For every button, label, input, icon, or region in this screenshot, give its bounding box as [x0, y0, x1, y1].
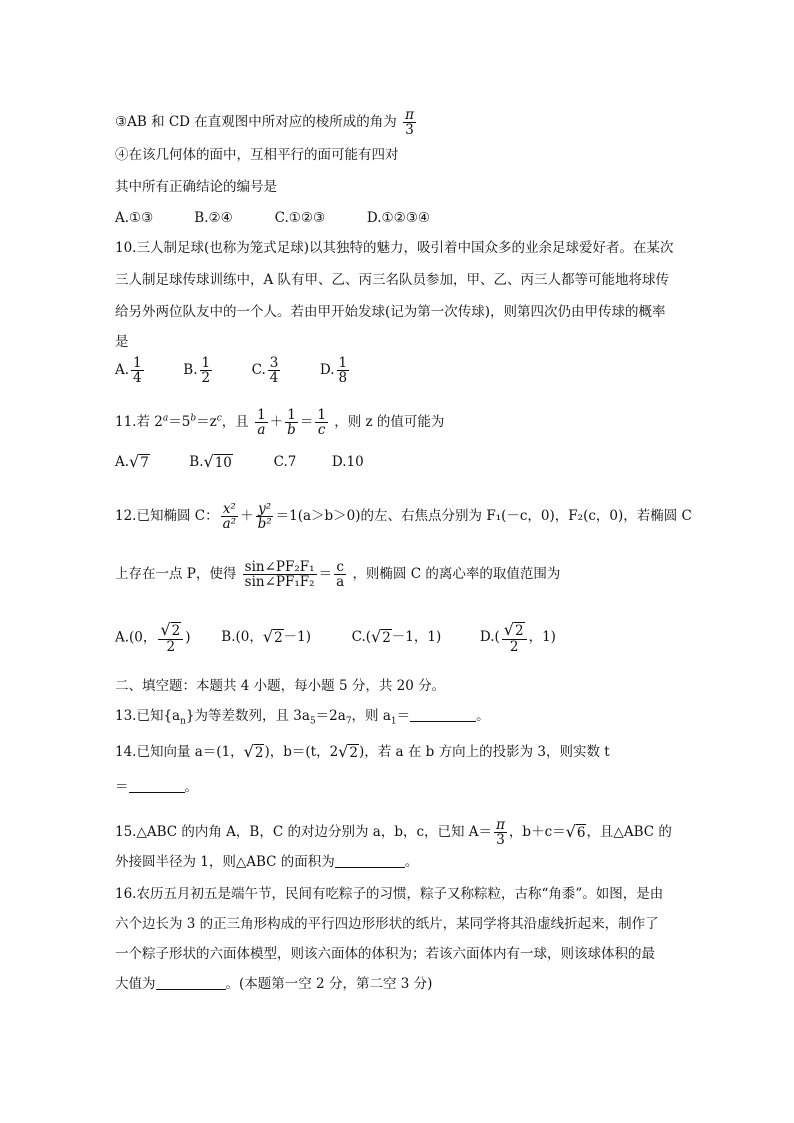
fraction-1-over-a [255, 408, 268, 437]
opt-text: －1) [283, 629, 312, 646]
frac-den: a² [222, 516, 237, 533]
q12-text: 上存在一点 P，使得 [115, 566, 237, 583]
answer-blank [335, 867, 405, 868]
q16-text: 大值为 [115, 976, 156, 992]
fraction-sqrt2-over-2 [158, 622, 183, 654]
frac-num: 1 [338, 355, 348, 371]
q16-line-4 [115, 974, 432, 994]
sqrt: √2 [503, 620, 524, 639]
opt-text: B.(0， [221, 629, 263, 646]
q16-line-2: 六个边长为 3 的正三角形构成的平行四边形形状的纸片，某同学将其沿虚线折起来，制作了 [115, 916, 659, 932]
q15-text: 外接圆半径为 1，则△ABC 的面积为 [115, 854, 335, 870]
q11-text: ，则 z 的值可能为 [334, 414, 445, 431]
opt-text: C.( [351, 629, 371, 646]
sqrt: √2 [338, 742, 358, 761]
frac-den: 3 [496, 832, 505, 849]
frac-num: 1 [317, 407, 326, 423]
q11-line: 11.若 $2^a=5^b=z^c$，且 $\frac{1}{a}$ ＋ $\frac{1}{b}$ ＝ $\frac{1}{c}$ ，则 z 的值可能为 [115, 407, 445, 439]
frac-num: 1 [287, 407, 296, 423]
frac-den: sin∠PF₁F₂ [244, 574, 315, 591]
q12-text: ，则椭圆 C 的离心率的取值范围为 [352, 566, 561, 583]
frac-den: a [336, 574, 345, 591]
opt-label: B. [183, 362, 198, 379]
frac-num [158, 622, 183, 640]
radicand: 2 [254, 745, 264, 761]
fraction-1-over-b [285, 408, 298, 437]
frac-den: 2 [509, 638, 519, 655]
frac-num: 3 [269, 355, 279, 371]
q10-option-c [252, 356, 316, 385]
radicand: 2 [515, 623, 524, 639]
radicand: 2 [274, 630, 283, 647]
radicand: 2 [349, 745, 358, 761]
frac-num: x² [222, 501, 236, 517]
q12-line-1: 12.已知椭圆 C： $\frac{\text{x²}}{\text{a²}}$ ＋ $\frac{\text{y²}}{\text{b²}}$ ＝1(a＞b＞0)的左、右焦点分别为 F₁(－c，0)，F₂(c，0)，若椭圆 C [115, 501, 692, 533]
frac-den: 2 [201, 370, 211, 387]
opt-label: A. [115, 362, 130, 379]
q10-line-4: 是 [115, 334, 129, 350]
frac-num [502, 622, 527, 640]
subscript: 5 [309, 716, 316, 727]
q10-line-3: 给另外两位队友中的一个人。若由甲开始发球(记为第一次传球)，则第四次仍由甲传球的概率 [115, 304, 666, 320]
radicand: 2 [171, 623, 181, 639]
q11-text: 11.若 2 [115, 414, 163, 431]
exp-a: a [162, 413, 169, 424]
q15-text: 15.△ABC 的内角 A，B，C 的对边分别为 a，b，c，已知 A＝ [115, 824, 493, 841]
q11-option-d: D.10 [331, 454, 364, 470]
sqrt: √2 [262, 627, 283, 647]
section-2-heading: 二、填空题：本题共 4 小题，每小题 5 分，共 20 分。 [115, 678, 446, 694]
q16-line-1: 16.农历五月初五是端午节，民间有吃粽子的习惯，粽子又称粽粒，古称“角黍”。如图，是由 [115, 886, 664, 902]
q10-option-a [115, 356, 179, 385]
q14-text: )，若 a 在 b 方向上的投影为 3，则实数 t [358, 744, 610, 760]
q11-text: ＝z [196, 414, 217, 431]
q13-text: 。 [476, 708, 490, 724]
q9-options [115, 208, 430, 228]
fraction-pi-over-3 [494, 818, 507, 847]
fraction-y2-b2 [256, 502, 274, 531]
frac-den: a [257, 422, 266, 439]
opt-text: D.( [479, 629, 500, 646]
fraction [337, 356, 350, 385]
opt-label: A. [115, 454, 130, 470]
frac-den: 2 [166, 638, 176, 655]
q11-text: ，且 [221, 414, 249, 431]
frac-num: 1 [133, 355, 142, 371]
exp-c: c [216, 413, 222, 424]
frac-num: 1 [201, 355, 211, 371]
fraction-sin-ratio [243, 560, 317, 589]
q10-line-1: 10.三人制足球(也称为笼式足球)以其独特的魅力，吸引着中国众多的业余足球爱好者。在某次 [115, 240, 674, 256]
q12-option-d [479, 620, 556, 655]
frac-den: 8 [338, 370, 348, 387]
opt-text: ) [185, 629, 191, 646]
q12-options [115, 622, 556, 654]
q13-text: }为等差数列，且 3a [185, 708, 310, 724]
q13-text: ＝ [396, 708, 411, 724]
q13-text: ，则 a [351, 708, 391, 724]
frac-den: 4 [133, 370, 142, 387]
q11-text: ＝5 [168, 414, 191, 431]
q9-prompt: 其中所有正确结论的编号是 [115, 179, 277, 195]
q15-text: ，且△ABC 的 [586, 824, 672, 841]
q15-text: 。 [404, 854, 419, 870]
radicand: 6 [576, 825, 586, 842]
q13-text: 13.已知{a [115, 708, 181, 724]
q12-line-2: 上存在一点 P，使得 $\frac{\text{sin∠PF₂F₁}}{\text{sin∠PF₁F₂}}$ ＝ $\frac{c}{a}$ ，则椭圆 C 的离心率的取值范围为 [115, 559, 561, 591]
q15-text: ，b＋c＝ [508, 824, 566, 841]
sqrt: √7 [129, 452, 149, 471]
q11-options [115, 452, 364, 473]
frac-den: b [287, 422, 296, 439]
sqrt: √6 [565, 822, 586, 842]
answer-blank [410, 721, 476, 722]
fraction [131, 356, 144, 385]
q15-line-1 [115, 818, 672, 847]
opt-text: ，1) [528, 629, 556, 646]
radicand: 2 [382, 630, 391, 647]
answer-blank [129, 792, 185, 793]
q12-text: 的左、右焦点分别为 F₁(－c，0)，F₂(c，0)，若椭圆 C [360, 508, 692, 525]
q14-text: ＝ [115, 779, 129, 795]
frac-den: 4 [269, 370, 279, 387]
q9-statement-3-text: ③AB 和 CD 在直观图中所对应的棱所成的角为 [115, 114, 397, 131]
frac-den: 3 [405, 122, 414, 139]
opt-text: A.(0， [115, 629, 157, 646]
q14-text: 14.已知向量 a＝(1， [115, 744, 244, 760]
q15-line-2 [115, 852, 418, 872]
q12-option-b [221, 627, 347, 648]
subscript: 1 [390, 716, 397, 727]
q14-line-1 [115, 742, 610, 763]
q10-options [115, 356, 351, 385]
opt-label: C. [251, 362, 266, 379]
opt-label: D. [319, 362, 335, 379]
q13-text: ＝2a [315, 708, 346, 724]
q14-text: 。 [184, 779, 198, 795]
exp-b: b [190, 413, 197, 424]
subscript: n [180, 716, 186, 727]
q16-line-3: 一个粽子形状的六面体模型，则该六面体的体积为；若该六面体内有一球，则该球体积的最 [115, 946, 655, 962]
frac-den: b² [257, 516, 272, 533]
frac-num: 1 [257, 407, 266, 423]
q9-option-b: B.②④ [194, 210, 233, 226]
frac-num: y² [258, 501, 272, 517]
fraction-pi-over-3 [403, 108, 416, 137]
q9-option-a: A.①③ [115, 210, 154, 226]
opt-label: B. [189, 454, 204, 470]
frac-num: sin∠PF₂F₁ [244, 559, 315, 575]
q9-option-c: C.①②③ [274, 210, 326, 226]
q10-option-d [320, 356, 351, 385]
radicand: 10 [214, 455, 232, 471]
q12-option-a [115, 622, 217, 654]
frac-num: π [405, 107, 414, 123]
fraction [268, 356, 281, 385]
sqrt: √2 [243, 742, 264, 761]
fraction [200, 356, 213, 385]
q12-condition: ＝1(a＞b＞0) [275, 508, 361, 525]
q12-option-c [352, 627, 476, 648]
answer-blank [156, 989, 226, 990]
radicand: 7 [140, 455, 149, 471]
q12-text: 12.已知椭圆 C： [115, 508, 219, 525]
fraction-1-over-c [315, 408, 328, 437]
frac-num: π [496, 817, 505, 833]
q14-line-2 [115, 777, 198, 797]
q9-option-d: D.①②③④ [366, 210, 430, 226]
q11-option-c: C.7 [273, 454, 297, 470]
subscript: 7 [345, 716, 352, 727]
q9-statement-3 [115, 108, 418, 137]
frac-num: c [336, 559, 344, 575]
q10-line-2: 三人制足球传球训练中，A 队有甲、乙、丙三名队员参加，甲、乙、丙三人都等可能地将球传 [115, 272, 670, 288]
q10-option-b [183, 356, 247, 385]
sqrt: √2 [160, 620, 181, 639]
q14-text: )，b＝(t，2 [264, 744, 339, 760]
frac-den: c [317, 422, 326, 439]
q11-option-b [189, 452, 269, 473]
q13-line [115, 706, 490, 732]
fraction-x2-a2 [221, 502, 238, 531]
fraction-c-over-a [334, 560, 346, 589]
q16-text: 。(本题第一空 2 分，第二空 3 分) [225, 976, 433, 992]
fraction-sqrt2-over-2 [502, 622, 527, 654]
q11-option-a [115, 452, 185, 473]
sqrt: √10 [203, 452, 232, 471]
sqrt: √2 [371, 627, 391, 647]
q9-statement-4: ④在该几何体的面中，互相平行的面可能有四对 [115, 147, 399, 163]
opt-text: －1，1) [391, 629, 442, 646]
